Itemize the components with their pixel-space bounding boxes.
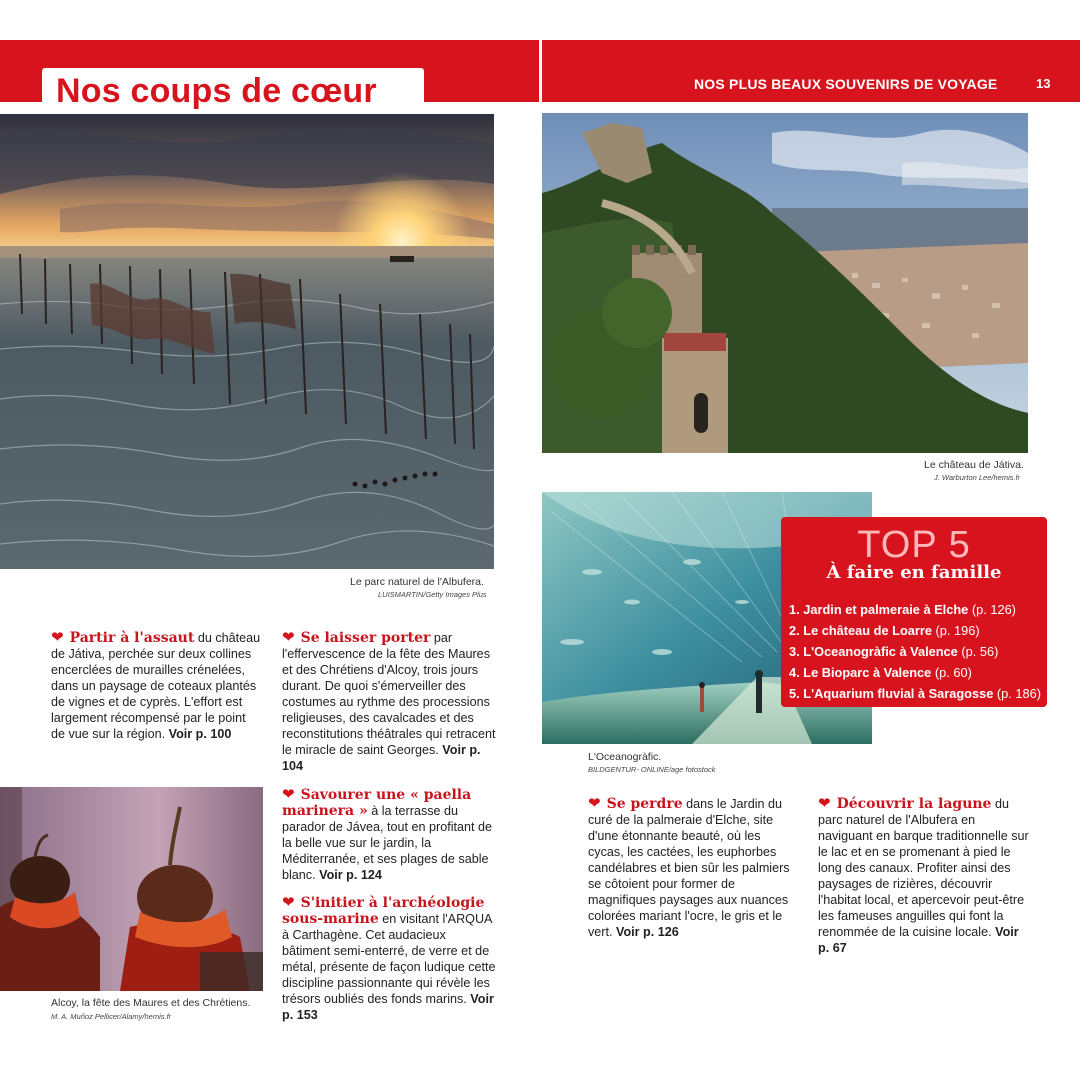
page-reference: Voir p. 124: [319, 868, 382, 882]
item-page: (p. 56): [961, 644, 999, 659]
list-item: [789, 599, 1047, 620]
block-lead: S'initier à l'archéologie sous-marine: [282, 895, 485, 927]
page-reference: Voir p. 104: [282, 743, 481, 773]
block-body: en visitant l'ARQUA à Carthagène. Cet audacieux bâtiment semi-enterré, de verre et de métal, présente de façon ludique cette discipline passionnante qui révèle les trésors oubliés des fonds marins.: [282, 912, 496, 1006]
top5-subtitle: À faire en famille: [826, 562, 1002, 583]
top5-title: TOP 5: [857, 524, 971, 566]
item-name: L'Aquarium fluvial à Saragosse: [803, 686, 994, 701]
heart-icon: ❤: [282, 894, 295, 911]
item-number: 3.: [789, 644, 800, 659]
top5-box: [781, 517, 1047, 707]
block-arqua: [282, 895, 496, 1023]
item-number: 4.: [789, 665, 800, 680]
block-lead: Se perdre: [606, 796, 683, 812]
page-number: 13: [1036, 76, 1051, 91]
albufera-photo: [0, 114, 494, 569]
item-number: 2.: [789, 623, 800, 638]
heart-icon: ❤: [51, 629, 64, 646]
item-page: (p. 60): [934, 665, 972, 680]
heart-icon: ❤: [282, 629, 295, 646]
block-lead: Partir à l'assaut: [69, 630, 195, 646]
heart-icon: ❤: [588, 795, 601, 812]
oceanografic-caption: L'Oceanogràfic.: [588, 751, 662, 763]
block-elche: [588, 796, 794, 940]
block-jativa: [51, 630, 261, 742]
block-lead: Savourer une « paella marinera »: [282, 787, 472, 819]
section-title: NOS PLUS BEAUX SOUVENIRS DE VOYAGE: [694, 76, 998, 92]
page-reference: Voir p. 67: [818, 925, 1019, 955]
alcoy-caption: Alcoy, la fête des Maures et des Chrétiens.: [51, 997, 251, 1009]
block-body: du château de Játiva, perchée sur deux collines encerclées de murailles crénelées, dans un paysage de coteaux plantés de vignes et de cyprès. L'effort est largement récompensé par le point de vue sur la région.: [51, 631, 261, 741]
albufera-caption: Le parc naturel de l'Albufera.: [350, 576, 484, 588]
block-body: du parc naturel de l'Albufera en naviguant en barque traditionnelle sur le lac et en se promenant à pied le long des canaux. Profiter ainsi des paysages de rizières, découvrir l'habitat local, et apercevoir peut-être les fameuses anguilles qui font la renommée de la cuisine locale.: [818, 797, 1029, 939]
block-lead: Découvrir la lagune: [836, 796, 992, 812]
list-item: [789, 683, 1047, 704]
alcoy-credit: M. A. Muñoz Pellicer/Alamy/hemis.fr: [51, 1012, 172, 1021]
block-alcoy: [282, 630, 496, 774]
jativa-photo: [542, 113, 1028, 453]
item-name: L'Oceanogràfic à Valence: [803, 644, 958, 659]
alcoy-photo: [0, 787, 263, 991]
block-lagune: [818, 796, 1030, 956]
heart-icon: ❤: [282, 786, 295, 803]
jativa-caption: Le château de Játiva.: [924, 459, 1024, 471]
page-reference: Voir p. 153: [282, 992, 494, 1022]
jativa-credit: J. Warburton Lee/hemis.fr: [934, 473, 1021, 482]
item-page: (p. 196): [935, 623, 980, 638]
block-body: par l'effervescence de la fête des Maures et des Chrétiens d'Alcoy, trois jours durant. De quoi s'émerveiller des costumes au rythme des processions religieuses, des cavalcades et des reconstitutions théâtrales qui retracent le miracle de saint Georges.: [282, 631, 496, 757]
page-reference: Voir p. 126: [616, 925, 679, 939]
item-number: 5.: [789, 686, 800, 701]
list-item: [789, 662, 1047, 683]
block-body: à la terrasse du parador de Jávea, tout en profitant de la belle vue sur le jardin, la Méditerranée, et ses plages de sable blanc.: [282, 804, 493, 882]
block-body: dans le Jardin du curé de la palmeraie d'Elche, site d'une étonnante beauté, où les cycas, les cactées, les euphorbes candélabres et bien sûr les palmiers se côtoient pour former de magnifiques paysages aux nuances colorées mariant l'ocre, le gris et le vert.: [588, 797, 790, 939]
item-page: (p. 126): [971, 602, 1016, 617]
list-item: [789, 620, 1047, 641]
item-name: Jardin et palmeraie à Elche: [803, 602, 969, 617]
item-number: 1.: [789, 602, 800, 617]
list-item: [789, 641, 1047, 662]
heart-icon: ❤: [818, 795, 831, 812]
top5-list: [789, 599, 1047, 704]
item-name: Le Bioparc à Valence: [803, 665, 932, 680]
oceanografic-credit: BILDGENTUR- ONLINE/age fotostock: [588, 765, 716, 774]
item-name: Le château de Loarre: [803, 623, 932, 638]
page-title: Nos coups de cœur: [56, 72, 377, 110]
block-paella: [282, 787, 496, 883]
block-lead: Se laisser porter: [300, 630, 431, 646]
item-page: (p. 186): [996, 686, 1042, 701]
page-reference: Voir p. 100: [168, 727, 232, 741]
albufera-credit: LUISMARTIN/Getty Images Plus: [378, 590, 487, 599]
